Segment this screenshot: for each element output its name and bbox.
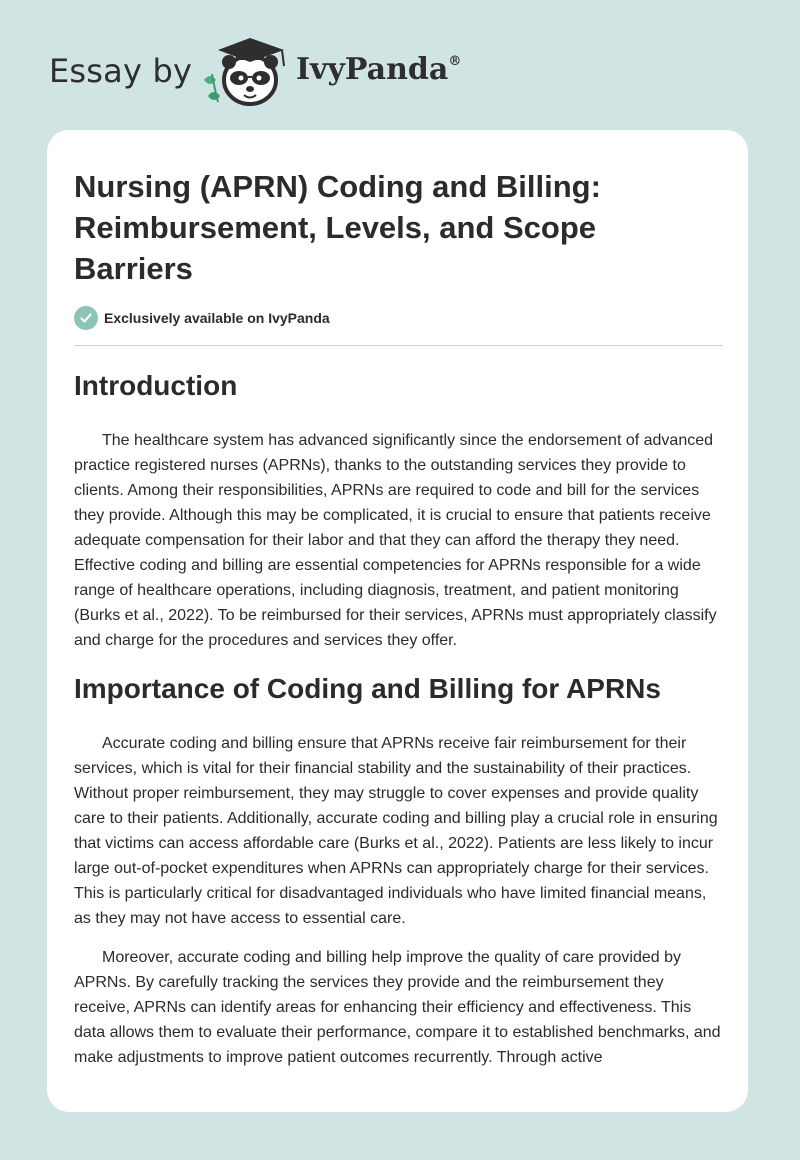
exclusive-badge <box>74 305 330 331</box>
paragraph: The healthcare system has advanced significantly since the endorsement of advanced practice registered nurses (APRNs), thanks to the outstanding services they provide to clients. Among their responsibilities, APRNs are required to code and bill for the services they provide. Although this may be complicated, it is crucial to ensure that patients receive adequate compensation for their labor and that they can afford the therapy they need. Effective coding and billing are essential competencies for APRNs responsible for a wide range of healthcare operations, including diagnosis, treatment, and patient monitoring (Burks et al., 2022). To be reimbursed for their services, APRNs must appropriately classify and charge for the procedures and services they offer. <box>74 432 717 649</box>
site-header <box>0 0 800 130</box>
brand-name <box>296 52 461 87</box>
section-heading-introduction: Introduction <box>74 370 238 401</box>
section-heading-importance: Importance of Coding and Billing for APRNs <box>74 673 661 704</box>
paragraph: Accurate coding and billing ensure that APRNs receive fair reimbursement for their services, which is vital for their financial stability and the sustainability of their practices. Without proper reimbursement, they may struggle to cover expenses and provide quality care to their patients. Additionally, accurate coding and billing play a crucial role in ensuring that victims can access affordable care (Burks et al., 2022). Patients are less likely to incur large out-of-pocket expenditures when APRNs can appropriately charge for their services. This is particularly critical for disadvantaged individuals who have limited financial means, as they may not have access to essential care. <box>74 735 718 927</box>
panda-logo-icon <box>198 36 294 108</box>
check-circle-icon <box>74 306 98 330</box>
brand-name-text: IvyPanda <box>296 52 449 87</box>
article-card <box>47 130 748 1112</box>
article-title: Nursing (APRN) Coding and Billing: Reimbursement, Levels, and Scope Barriers <box>74 169 601 286</box>
paragraph: Moreover, accurate coding and billing help improve the quality of care provided by APRNs. By carefully tracking the services they provide and the reimbursement they receive, APRNs can identify areas for enhancing their efficiency and effectiveness. This data allows them to evaluate their performance, compare it to established benchmarks, and make adjustments to improve patient outcomes recurrently. Through active <box>74 949 721 1066</box>
divider <box>74 345 723 346</box>
essay-by-label: Essay by <box>49 52 193 90</box>
registered-mark: ® <box>448 54 462 69</box>
badge-label: Exclusively available on IvyPanda <box>104 310 330 326</box>
article-body <box>74 362 724 1070</box>
